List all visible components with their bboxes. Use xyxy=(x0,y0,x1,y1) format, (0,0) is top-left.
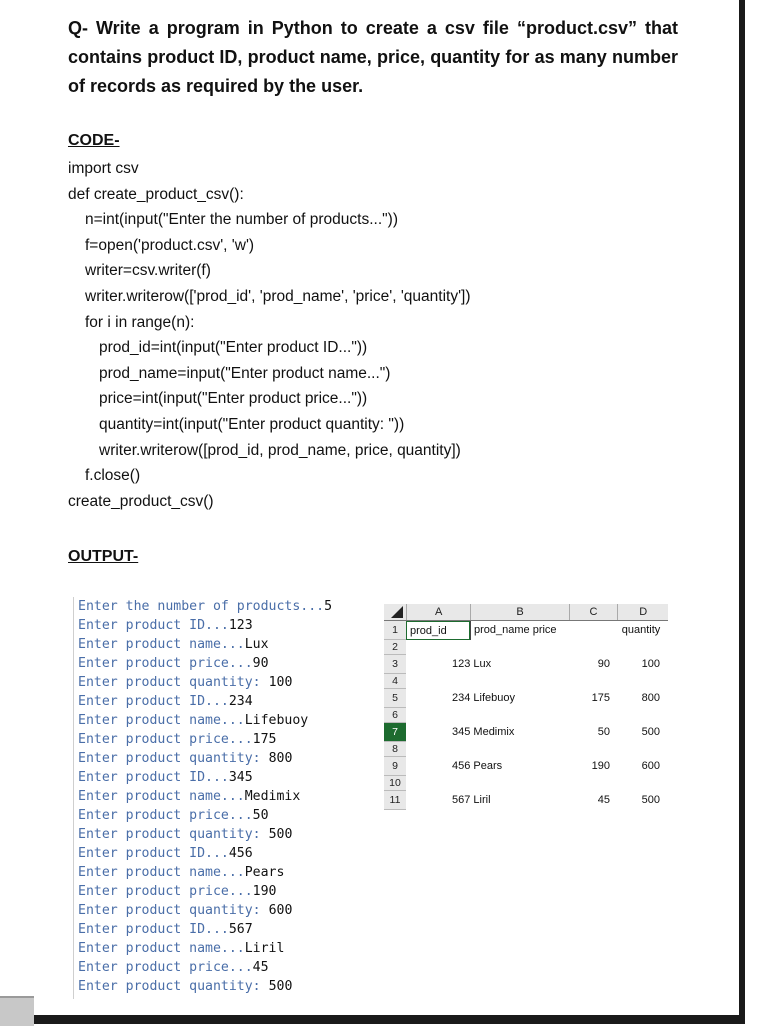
console-value: 345 xyxy=(228,770,253,785)
console-value: 90 xyxy=(252,656,269,671)
code-block xyxy=(68,156,471,514)
console-prompt: Enter product ID... xyxy=(78,846,229,861)
console-value: 600 xyxy=(268,903,293,918)
sheet-row xyxy=(384,640,668,655)
sheet-row xyxy=(384,621,668,640)
console-value: Liril xyxy=(244,941,285,956)
console-line xyxy=(74,920,374,939)
code-line: import csv xyxy=(68,160,139,177)
code-line: writer=csv.writer(f) xyxy=(85,262,211,280)
sheet-cell[interactable]: 500 xyxy=(641,794,660,806)
column-header[interactable]: A xyxy=(406,604,471,620)
output-heading: OUTPUT- xyxy=(68,548,139,565)
console-prompt: Enter the number of products... xyxy=(78,599,325,614)
console-prompt: Enter product quantity: xyxy=(78,675,269,690)
sheet-cell[interactable]: 190 xyxy=(591,760,610,772)
console-value: 190 xyxy=(252,884,277,899)
code-line: prod_id=int(input("Enter product ID...")) xyxy=(99,339,368,357)
console-value: 5 xyxy=(324,599,333,614)
code-line: writer.writerow(['prod_id', 'prod_name', 'price', 'quantity']) xyxy=(85,287,471,305)
sheet-row xyxy=(384,791,668,810)
console-prompt: Enter product price... xyxy=(78,960,253,975)
code-line: f=open('product.csv', 'w') xyxy=(85,236,255,254)
console-value: Lux xyxy=(244,637,269,652)
scan-corner-mark xyxy=(0,996,34,1026)
sheet-row xyxy=(384,655,668,674)
console-line xyxy=(74,768,374,787)
console-value: 234 xyxy=(228,694,253,709)
console-value: 800 xyxy=(268,751,293,766)
sheet-cell[interactable]: 600 xyxy=(641,760,660,772)
console-line xyxy=(74,977,374,996)
sheet-row xyxy=(384,708,668,723)
page-frame-right xyxy=(739,0,745,1024)
row-number[interactable]: 10 xyxy=(384,776,406,791)
console-prompt: Enter product quantity: xyxy=(78,751,269,766)
sheet-cell[interactable]: prod_id xyxy=(406,621,470,640)
console-prompt: Enter product name... xyxy=(78,865,245,880)
sheet-cell[interactable]: 234 Lifebuoy xyxy=(452,692,515,704)
sheet-row xyxy=(384,742,668,757)
console-prompt: Enter product name... xyxy=(78,713,245,728)
sheet-cell[interactable]: 500 xyxy=(641,726,660,738)
console-value: Pears xyxy=(244,865,285,880)
console-prompt: Enter product ID... xyxy=(78,618,229,633)
console-value: 175 xyxy=(252,732,277,747)
console-value: 100 xyxy=(268,675,293,690)
sheet-cell[interactable]: 175 xyxy=(591,692,610,704)
console-line xyxy=(74,673,374,692)
sheet-cell[interactable]: 567 Liril xyxy=(452,794,491,806)
column-header[interactable]: B xyxy=(470,604,568,620)
console-prompt: Enter product ID... xyxy=(78,922,229,937)
console-line xyxy=(74,597,374,616)
code-line: writer.writerow([prod_id, prod_name, price, quantity]) xyxy=(99,441,461,459)
sheet-cell[interactable]: 345 Medimix xyxy=(452,726,515,738)
console-value: 45 xyxy=(252,960,269,975)
code-line: create_product_csv() xyxy=(68,492,214,510)
code-line: def create_product_csv(): xyxy=(68,185,244,203)
console-value: 500 xyxy=(268,979,293,994)
sheet-cell[interactable]: 45 xyxy=(597,794,610,806)
row-number[interactable]: 5 xyxy=(384,689,406,708)
sheet-cell[interactable]: 100 xyxy=(641,658,660,670)
console-prompt: Enter product price... xyxy=(78,656,253,671)
console-line xyxy=(74,711,374,730)
console-value: Lifebuoy xyxy=(244,713,309,728)
console-value: 500 xyxy=(268,827,293,842)
console-line xyxy=(74,939,374,958)
code-line: f.close() xyxy=(85,467,141,485)
code-line: price=int(input("Enter product price...")) xyxy=(99,390,368,408)
code-line: n=int(input("Enter the number of products...")) xyxy=(85,211,398,229)
sheet-cell[interactable]: 456 Pears xyxy=(452,760,503,772)
question-text: Q- Write a program in Python to create a csv file “product.csv” that contains product ID, product name, price, quantity for as many number of records as required by the user. xyxy=(68,18,678,96)
column-header[interactable]: C xyxy=(569,604,618,620)
console-output xyxy=(73,597,374,999)
sheet-cell[interactable]: 800 xyxy=(641,692,660,704)
console-prompt: Enter product quantity: xyxy=(78,827,269,842)
console-line xyxy=(74,635,374,654)
console-prompt: Enter product ID... xyxy=(78,770,229,785)
row-number[interactable]: 4 xyxy=(384,674,406,689)
select-all-triangle-icon xyxy=(391,606,403,618)
row-number[interactable]: 9 xyxy=(384,757,406,776)
console-line xyxy=(74,844,374,863)
sheet-row xyxy=(384,674,668,689)
console-prompt: Enter product ID... xyxy=(78,694,229,709)
console-value: 50 xyxy=(252,808,269,823)
console-value: 123 xyxy=(228,618,253,633)
console-line xyxy=(74,863,374,882)
sheet-row xyxy=(384,776,668,791)
row-number[interactable]: 1 xyxy=(384,621,406,640)
code-line: for i in range(n): xyxy=(85,313,195,331)
console-line xyxy=(74,806,374,825)
sheet-row xyxy=(384,689,668,708)
code-line: prod_name=input("Enter product name...") xyxy=(99,364,391,382)
spreadsheet xyxy=(384,604,668,810)
row-number[interactable]: 8 xyxy=(384,742,406,757)
console-value: 567 xyxy=(228,922,253,937)
row-number[interactable]: 11 xyxy=(384,791,406,810)
console-line xyxy=(74,825,374,844)
column-header-row xyxy=(384,604,668,621)
console-line xyxy=(74,692,374,711)
column-header[interactable]: D xyxy=(617,604,668,620)
console-line xyxy=(74,730,374,749)
sheet-row xyxy=(384,723,668,742)
sheet-cell[interactable]: prod_name price xyxy=(470,621,568,640)
console-prompt: Enter product name... xyxy=(78,941,245,956)
console-prompt: Enter product price... xyxy=(78,808,253,823)
sheet-cell[interactable]: 123 Lux xyxy=(452,658,492,670)
sheet-row xyxy=(384,757,668,776)
console-line xyxy=(74,958,374,977)
select-all-corner[interactable] xyxy=(384,604,406,620)
console-prompt: Enter product price... xyxy=(78,732,253,747)
console-prompt: Enter product price... xyxy=(78,884,253,899)
console-line xyxy=(74,616,374,635)
row-number[interactable]: 2 xyxy=(384,640,406,655)
sheet-cell[interactable] xyxy=(568,621,616,640)
code-heading: CODE- xyxy=(68,132,120,149)
console-line xyxy=(74,654,374,673)
sheet-cell[interactable]: 50 xyxy=(597,726,610,738)
sheet-cell[interactable]: 90 xyxy=(597,658,610,670)
console-line xyxy=(74,882,374,901)
console-prompt: Enter product name... xyxy=(78,789,245,804)
console-prompt: Enter product quantity: xyxy=(78,979,269,994)
console-value: 456 xyxy=(228,846,253,861)
code-line: quantity=int(input("Enter product quantity: ")) xyxy=(99,415,405,433)
row-number-selected[interactable]: 7 xyxy=(384,723,406,742)
console-line xyxy=(74,901,374,920)
console-line xyxy=(74,787,374,806)
console-value: Medimix xyxy=(244,789,301,804)
console-prompt: Enter product quantity: xyxy=(78,903,269,918)
console-line xyxy=(74,749,374,768)
row-number[interactable]: 3 xyxy=(384,655,406,674)
page-frame-bottom xyxy=(0,1015,745,1024)
sheet-cell[interactable]: quantity xyxy=(621,624,661,636)
row-number[interactable]: 6 xyxy=(384,708,406,723)
console-prompt: Enter product name... xyxy=(78,637,245,652)
